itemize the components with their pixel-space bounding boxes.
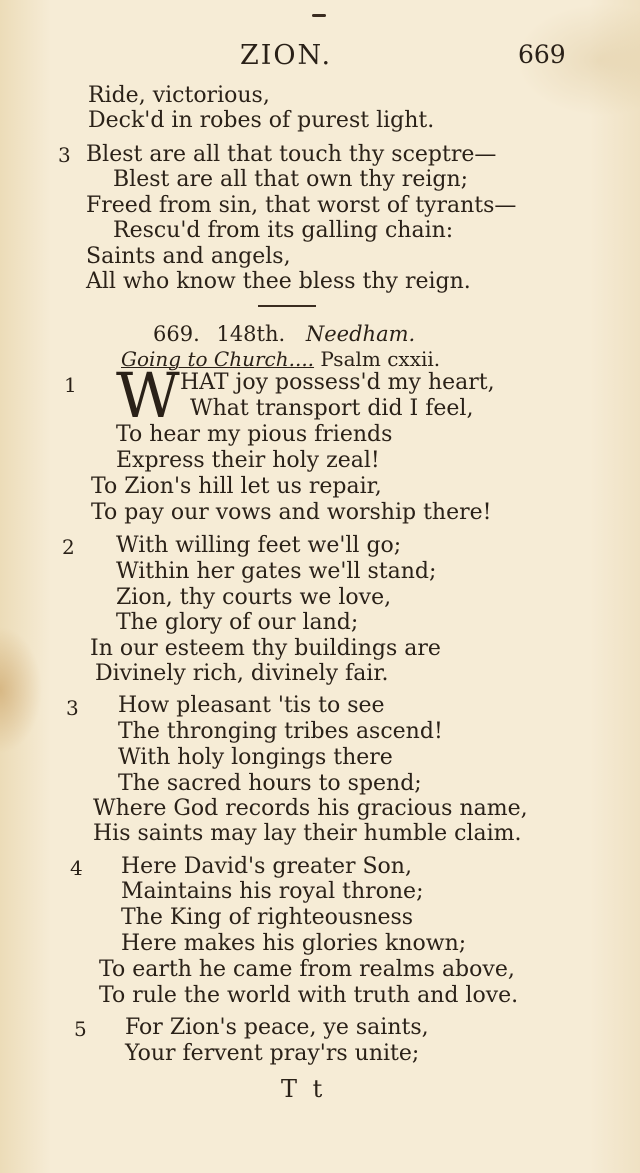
verse-line: In our esteem thy buildings are (90, 636, 441, 661)
verse-number: 1 (64, 373, 77, 397)
signature-mark: T t (281, 1075, 327, 1103)
verse-line: To earth he came from realms above, (99, 957, 515, 982)
verse-line: To hear my pious friends (116, 422, 393, 447)
page-number: 669 (518, 40, 566, 69)
hymn-occasion: Going to Church.... (121, 347, 315, 371)
verse-line: Deck'd in robes of purest light. (88, 108, 435, 133)
verse-line: Blest are all that touch thy sceptre— (86, 142, 497, 167)
verse-line: Freed from sin, that worst of tyrants— (86, 193, 517, 218)
verse-number: 5 (74, 1017, 87, 1041)
verse-line: HAT joy possess'd my heart, (180, 370, 495, 395)
verse-line: To Zion's hill let us repair, (91, 474, 382, 499)
verse-line: Within her gates we'll stand; (116, 559, 437, 584)
verse-number: 3 (66, 696, 79, 720)
section-divider (258, 305, 316, 307)
verse-line: With holy longings there (118, 745, 393, 770)
verse-line: Your fervent pray'rs unite; (125, 1041, 420, 1066)
verse-number: 2 (62, 535, 75, 559)
hymn-psalm: Psalm cxxii. (320, 347, 441, 371)
drop-cap: W (116, 359, 180, 432)
verse-line: Where God records his gracious name, (93, 796, 528, 821)
verse-line: Saints and angels, (86, 244, 291, 269)
hymn-tune: Needham. (305, 322, 416, 346)
verse-line: How pleasant 'tis to see (118, 693, 385, 718)
verse-number: 4 (70, 856, 83, 880)
ink-mark (312, 14, 326, 17)
verse-line: The glory of our land; (116, 610, 359, 635)
verse-line: Divinely rich, divinely fair. (95, 661, 389, 686)
verse-line: His saints may lay their humble claim. (93, 821, 522, 846)
verse-line: All who know thee bless thy reign. (86, 269, 471, 294)
verse-line: What transport did I feel, (190, 396, 474, 421)
verse-line: Express their holy zeal! (116, 448, 380, 473)
verse-line: Ride, victorious, (88, 83, 270, 108)
hymn-meter: 148th. (216, 322, 286, 346)
verse-number: 3 (58, 143, 71, 167)
verse-line: Here David's greater Son, (121, 854, 412, 879)
verse-line: Rescu'd from its galling chain: (113, 218, 454, 243)
verse-line: Blest are all that own thy reign; (113, 167, 469, 192)
verse-line: For Zion's peace, ye saints, (125, 1015, 429, 1040)
verse-line: With willing feet we'll go; (116, 533, 402, 558)
verse-line: The thronging tribes ascend! (118, 719, 443, 744)
hymn-number: 669. (153, 322, 200, 346)
verse-line: To pay our vows and worship there! (91, 500, 492, 525)
verse-line: The sacred hours to spend; (118, 771, 422, 796)
verse-line: The King of righteousness (121, 905, 414, 930)
verse-line: Here makes his glories known; (121, 931, 467, 956)
verse-line: To rule the world with truth and love. (99, 983, 519, 1008)
verse-line: Maintains his royal throne; (121, 879, 424, 904)
running-head: ZION. (240, 40, 333, 71)
hymn-heading (153, 322, 415, 346)
verse-line: Zion, thy courts we love, (116, 585, 392, 610)
